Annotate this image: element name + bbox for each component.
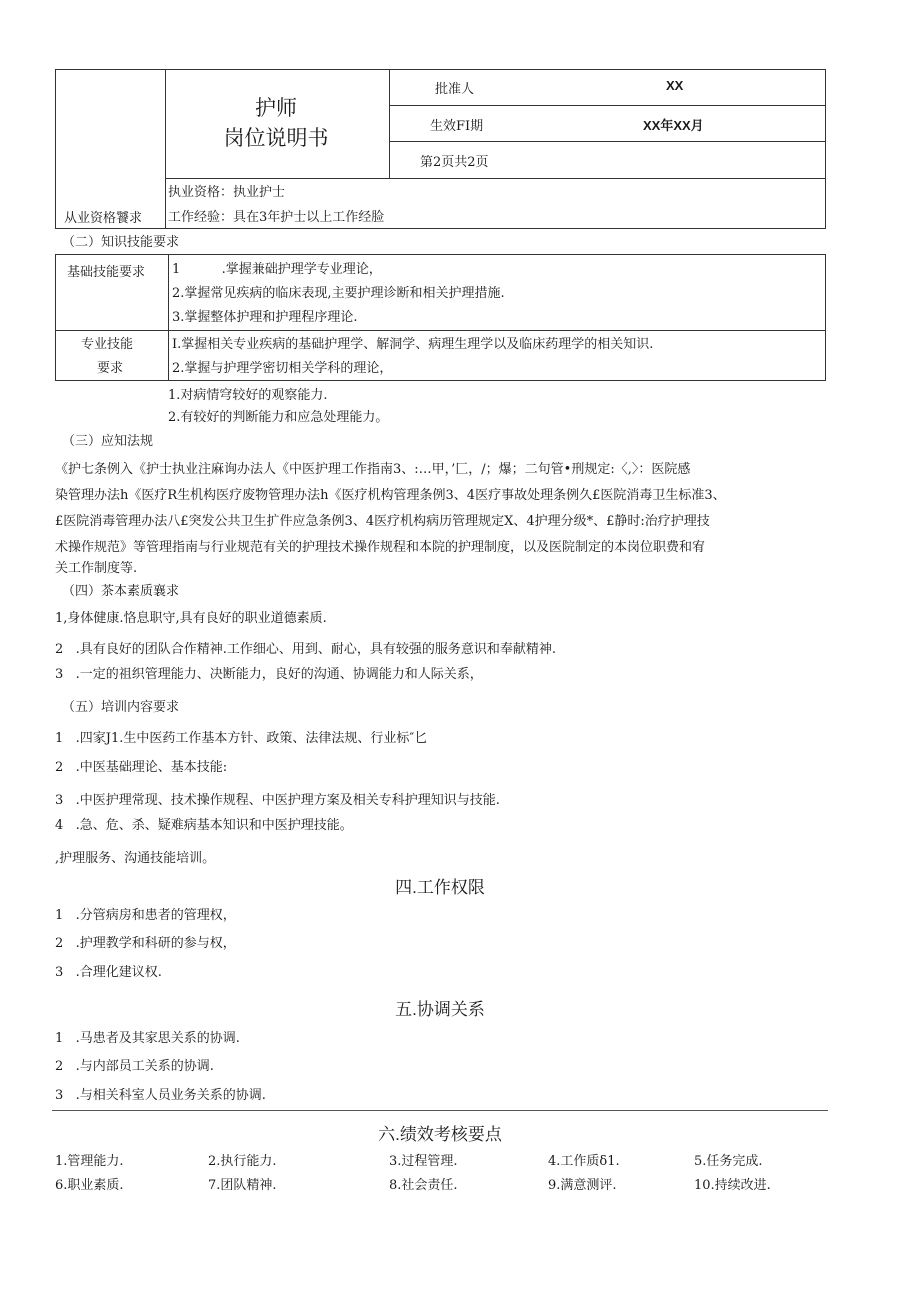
laws-line: 关工作制度等. [55,561,138,576]
coordination-item: 3 .与相关科室人员业务关系的协调. [55,1088,266,1103]
page-number: 第2页共2页 [420,155,489,170]
qualification-text: 执业资格：执业护士 [168,185,286,200]
pro-skill-item: I.掌握相关专业疾病的基础护理学、解洞学、病理生理学以及临床药理学的相关知识. [172,337,654,352]
approver-value: XX [666,78,684,93]
basic-skills-label: 基础技能要求 [67,265,146,280]
laws-heading: （三）应知法规 [62,434,154,449]
training-item: 1 .四家J1.生中医药工作基本方针、政策、法律法规、行业标″匕 [55,731,428,746]
performance-heading: 六.绩效考核要点 [378,1125,502,1144]
extra-skill-item: 1.对病情穹较好的观察能力. [168,388,328,403]
section-divider [52,1110,828,1111]
performance-item: 10.持续改进. [694,1178,771,1193]
performance-item: 3.过程管理. [389,1154,458,1169]
experience-text: 工作经验：具在3年护士以上工作经脸 [168,210,385,225]
approver-label: 批准人 [435,82,475,97]
effective-date-label: 生效FI期 [430,119,484,134]
performance-item: 7.团队精神. [208,1178,277,1193]
quality-item: 1,身体健康.恪息职守,具有良好的职业道德素质. [55,611,327,626]
basic-skill-item: 3.掌握整体护理和护理程序理论. [172,310,358,325]
authority-item: 3 .合理化建议权. [55,965,162,980]
title-line-2: 岗位说明书 [223,126,329,150]
pro-skills-label-2: 要求 [97,361,124,376]
coordination-heading: 五.协调关系 [395,1000,485,1019]
performance-item: 5.任务完成. [694,1154,763,1169]
laws-line: 染管理办法h《医疗R生机构医疗废物管理办法h《医疗机构管理条例3、4医疗事故处理条例久£医院消毒卫生标准3、 [55,488,726,503]
authority-item: 1 .分管病房和患者的管理权， [55,908,236,923]
knowledge-heading: （二）知识技能要求 [62,235,180,250]
coordination-item: 1 .马患者及其家思关系的协调. [55,1031,240,1046]
basic-skill-item: 2.掌握常见疾病的临床表现,主要护理诊断和相关护理措施. [172,286,505,301]
laws-line: 术操作规范》等管理指南与行业规范有关的护理技术操作规程和本院的护理制度，以及医院制定的本岗位职费和宥 [55,540,706,555]
coordination-item: 2 .与内部员工关系的协调. [55,1059,214,1074]
performance-item: 1.管理能力. [55,1154,124,1169]
title-line-1: 护师 [255,96,297,120]
quality-item: 3 .一定的祖织管理能力、决断能力，良好的沟通、协调能力和人际关系， [55,667,483,682]
performance-item: 2.执行能力. [208,1154,277,1169]
training-item: 4 .急、危、杀、疑难病基本知识和中医护理技能。 [55,818,353,833]
extra-skill-item: 2.有较好的判断能力和应急处理能力。 [168,410,389,425]
laws-line: 《护七条例入《护士执业注麻询办法人《中医护理工作指南3、:…甲，’匚，/；爆；二句管•刑规定:〈,〉：医院感 [55,462,691,477]
pro-skill-item: 2.掌握与护理学密切相关学科的理论， [172,361,393,376]
qualification-section-label: 从业资格饕求 [64,211,143,226]
training-heading: （五）培训内容要求 [62,700,180,715]
authority-heading: 四.工作权限 [395,878,485,897]
effective-date-value: XX年XX月 [643,118,704,133]
pro-skills-label-1: 专业技能 [81,337,134,352]
performance-item: 4.工作质δ1. [548,1154,620,1169]
quality-heading: （四）茶本素质襄求 [62,584,180,599]
document-title [166,93,386,153]
authority-item: 2 .护理教学和科研的参与权， [55,936,236,951]
performance-item: 9.满意测评. [548,1178,617,1193]
basic-skill-item: 1 .掌握兼础护理学专业理论， [172,262,382,277]
training-item: ,护理服务、沟通技能培训。 [55,851,216,866]
training-item: 2 .中医基础理论、基本技能: [55,760,228,775]
laws-line: £医院消毒管理办法八£突发公共卫生扩件应急条例3、4医疗机构病历管理规定X、4护理分级*、£静时:治疗护理技 [55,514,710,529]
performance-item: 6.职业素质. [55,1178,124,1193]
training-item: 3 .中医护理常现、技术操作规程、中医护理方案及相关专科护理知识与技能. [55,793,500,808]
quality-item: 2 .具有良好的团队合作精神.工作细心、用到、耐心，具有较强的服务意识和奉献精神. [55,642,557,657]
performance-item: 8.社会责任. [389,1178,458,1193]
